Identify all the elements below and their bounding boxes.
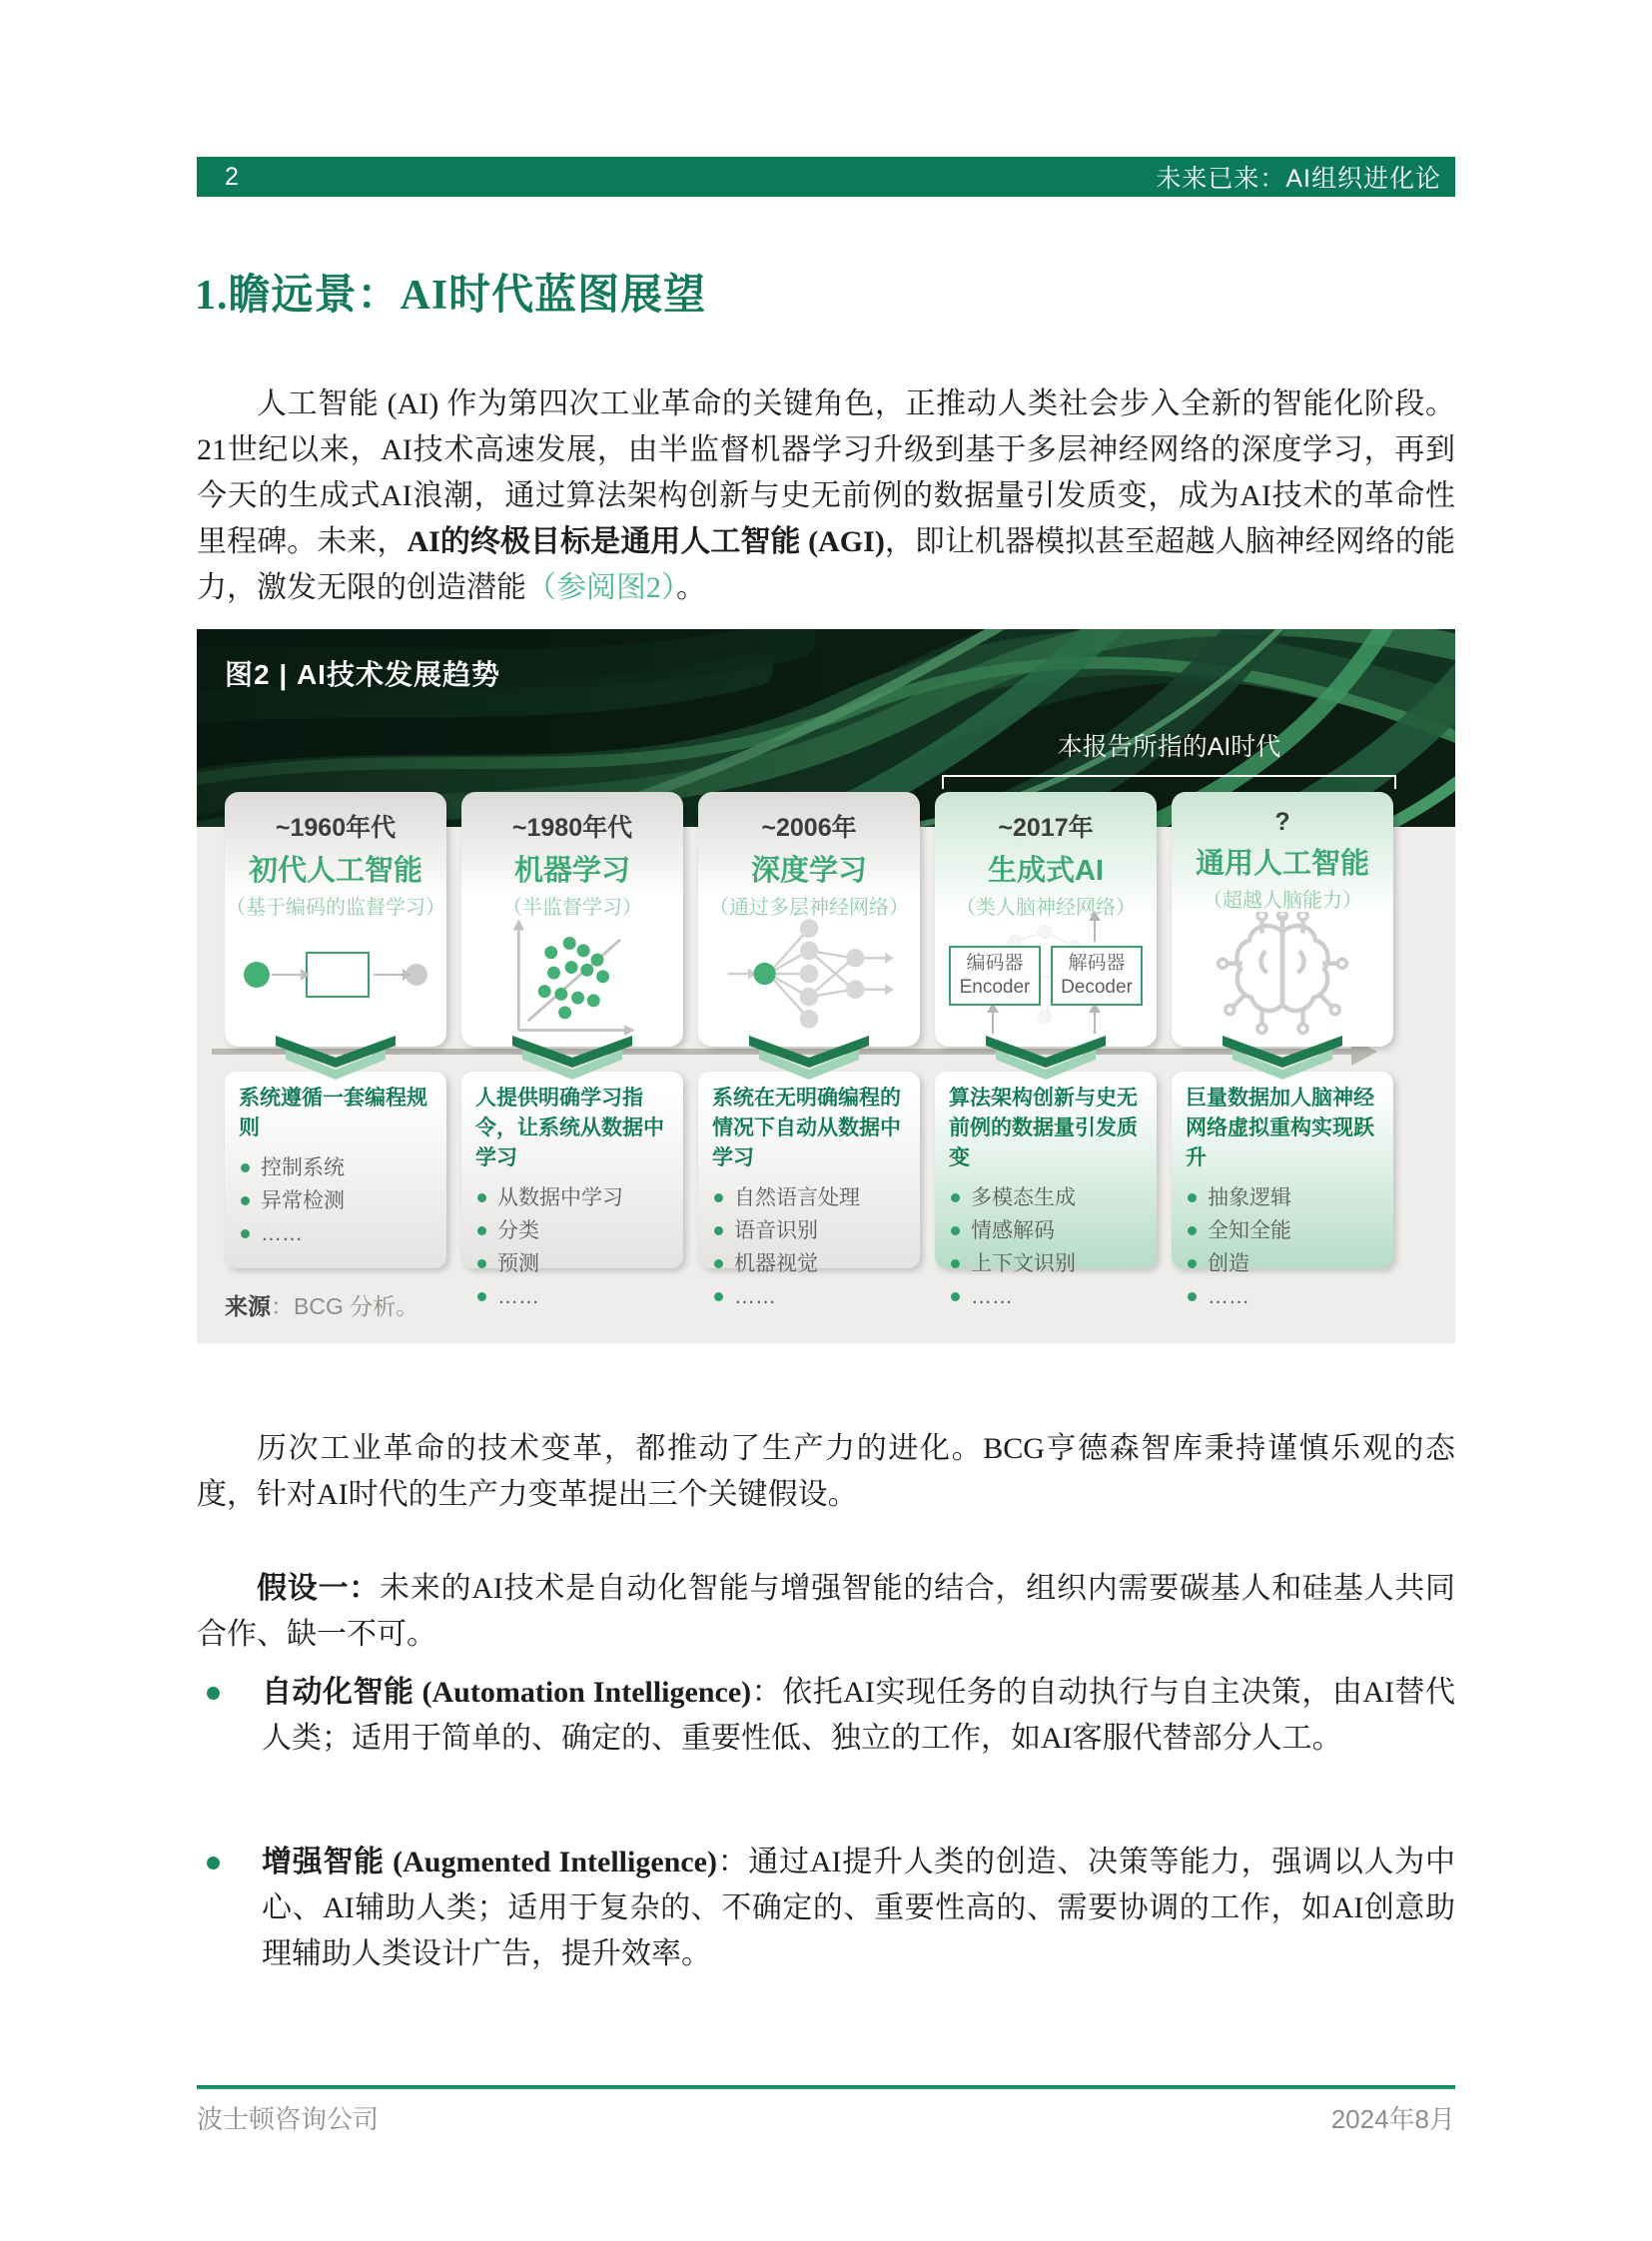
list-item: 创造	[1188, 1247, 1383, 1280]
era-card-top	[461, 792, 683, 1047]
report-title: 未来已来：AI组织进化论	[1156, 165, 1441, 193]
era-date: ~1960年代	[275, 814, 397, 842]
bullet-dot-icon	[477, 1259, 486, 1268]
era-date: ~2017年	[998, 814, 1094, 842]
key-point-text: 增强智能 (Augmented Intelligence)：通过AI提升人类的创造、决策等能力，强调以人为中心、AI辅助人类；适用于复杂的、不确定的、重要性高的、需要协调的工作，如AI创意助理辅助人类设计广告，提升效率。	[262, 1846, 1456, 1970]
era-card-top	[698, 792, 920, 1047]
arrow-right-icon	[272, 974, 302, 976]
era-date: ~1980年代	[511, 814, 633, 842]
era-subtitle: （超越人脑能力）	[1203, 890, 1362, 912]
era-card-description	[225, 1072, 446, 1268]
era-column-1960s	[225, 629, 446, 1343]
era-card-description	[935, 1072, 1157, 1308]
list-item: 机器视觉	[714, 1247, 910, 1280]
era-desc-title: 算法架构创新与史无前例的数据量引发质变	[949, 1087, 1138, 1169]
list-item: 情感解码	[951, 1214, 1147, 1247]
list-item: 控制系统	[241, 1151, 436, 1184]
key-point-augmented-intelligence	[197, 1840, 1455, 1977]
era-column-agi	[1172, 629, 1393, 1343]
bullet-dot-icon	[714, 1259, 723, 1268]
era-column-1980s	[461, 629, 683, 1343]
bullet-dot-icon	[241, 1163, 250, 1172]
figure2-panel	[197, 629, 1455, 1343]
era-desc-title: 系统在无明确编程的情况下自动从数据中学习	[712, 1087, 901, 1169]
list-item: 分类	[477, 1214, 673, 1247]
figure2-reference-link[interactable]: （参阅图2）	[526, 571, 676, 604]
source-label: 来源	[225, 1293, 271, 1319]
era-card-top	[1172, 792, 1393, 1047]
era-subtitle: （类人脑神经网络）	[956, 897, 1136, 919]
chevron-down-icon	[981, 1034, 1111, 1080]
footer-rule	[197, 2085, 1455, 2089]
list-item: 抽象逻辑	[1188, 1181, 1383, 1214]
key-point-automation-intelligence	[197, 1670, 1455, 1762]
bullet-dot-icon	[1188, 1226, 1197, 1235]
chevron-down-icon	[507, 1034, 637, 1080]
era-column-2017	[935, 629, 1157, 1343]
intro-text-1: 人工智能 (AI) 作为第四次工业革命的关键角色，正推动人类社会步入全新的智能化阶段。21世纪以来，AI技术高速发展，由半监督机器学习升级到基于多层神经网络的深度学习，再到今天的生成式AI浪潮，通过算法架构创新与史无前例的数据量引发质变，成为AI技术的革命性里程碑。未来，	[197, 387, 1455, 558]
era-card-top	[935, 792, 1157, 1047]
era-desc-list	[225, 1151, 446, 1250]
input-node-icon	[244, 962, 270, 988]
era-card-top	[225, 792, 446, 1047]
hypothesis-1-label: 假设一：	[257, 1572, 380, 1605]
hypothesis-1-text: 未来的AI技术是自动化智能与增强智能的结合，组织内需要碳基人和硅基人共同合作、缺一不可。	[197, 1572, 1455, 1651]
era-card-description	[461, 1072, 683, 1308]
arrow-up-icon	[1094, 920, 1096, 942]
list-item: 全知全能	[1188, 1214, 1383, 1247]
decoder-box: 解码器 Decoder	[1051, 946, 1143, 1006]
rule-flow-icon	[225, 912, 446, 1037]
bullet-dot-icon	[714, 1193, 723, 1202]
era-title: 深度学习	[750, 855, 867, 887]
era-date: ~2006年	[761, 814, 857, 842]
bullet-dot-icon	[951, 1292, 960, 1301]
list-item: 从数据中学习	[477, 1181, 673, 1214]
arrow-up-icon	[1094, 1012, 1096, 1034]
body-paragraph-2: 历次工业革命的技术变革，都推动了生产力的进化。BCG亨德森智库秉持谨慎乐观的态度，针对AI时代的生产力变革提出三个关键假设。	[197, 1432, 1455, 1511]
era-subtitle: （半监督学习）	[502, 897, 642, 919]
era-card-description	[1172, 1072, 1393, 1308]
bullet-dot-icon	[207, 1857, 220, 1869]
era-desc-title: 巨量数据加人脑神经网络虚拟重构实现跃升	[1186, 1087, 1374, 1169]
era-desc-list	[698, 1181, 920, 1313]
list-item: ……	[477, 1280, 673, 1313]
chevron-down-icon	[271, 1034, 401, 1080]
intro-bold-agi: AI的终极目标是通用人工智能 (AGI)	[407, 525, 885, 558]
era-title: 通用人工智能	[1195, 848, 1369, 880]
era-date: ?	[1274, 808, 1290, 836]
page-number: 2	[225, 162, 239, 191]
page-footer	[197, 2099, 1455, 2136]
era-title: 初代人工智能	[248, 855, 422, 887]
era-title: 机器学习	[513, 855, 630, 887]
footer-date: 2024年8月	[1330, 2104, 1455, 2134]
era-desc-title: 人提供明确学习指令，让系统从数据中学习	[475, 1087, 664, 1169]
bullet-dot-icon	[241, 1229, 250, 1238]
list-item: 多模态生成	[951, 1181, 1147, 1214]
era-desc-list	[1172, 1181, 1393, 1313]
bullet-dot-icon	[477, 1226, 486, 1235]
encoder-decoder-icon	[935, 912, 1157, 1037]
arrow-up-icon	[992, 1012, 994, 1034]
era-column-2006	[698, 629, 920, 1343]
arrow-right-icon	[374, 974, 404, 976]
intro-paragraph	[197, 381, 1455, 611]
key-point-text: 自动化智能 (Automation Intelligence)：依托AI实现任务的自动执行与自主决策，由AI替代人类；适用于简单的、确定的、重要性低、独立的工作，如AI客服代替部分人工。	[262, 1676, 1456, 1755]
list-item: 预测	[477, 1247, 673, 1280]
bullet-dot-icon	[1188, 1193, 1197, 1202]
body-paragraph-hypothesis-1	[197, 1566, 1455, 1658]
era-title: 生成式AI	[987, 855, 1104, 887]
bullet-dot-icon	[207, 1687, 220, 1700]
list-item: ……	[241, 1217, 436, 1250]
era-bracket-label: 本报告所指的AI时代	[1057, 733, 1281, 761]
neural-network-icon	[698, 912, 920, 1037]
list-item: 自然语言处理	[714, 1181, 910, 1214]
list-item: 上下文识别	[951, 1247, 1147, 1280]
figure-title: 图2 | AI技术发展趋势	[225, 659, 500, 690]
era-card-description	[698, 1072, 920, 1308]
encoder-box: 编码器 Encoder	[949, 946, 1041, 1006]
intro-text-2: ，即让机器模拟甚至超越人脑神经网络的能力，激发无限的创造潜能	[197, 525, 1455, 604]
bullet-dot-icon	[241, 1196, 250, 1205]
bullet-dot-icon	[477, 1193, 486, 1202]
intro-text-3: 。	[676, 571, 706, 604]
section-heading: 1.瞻远景：AI时代蓝图展望	[195, 273, 707, 319]
process-box-icon	[306, 952, 370, 998]
bullet-dot-icon	[951, 1226, 960, 1235]
bullet-dot-icon	[951, 1193, 960, 1202]
source-text: ：BCG 分析。	[271, 1293, 419, 1319]
chevron-down-icon	[744, 1034, 874, 1080]
list-item: 异常检测	[241, 1184, 436, 1217]
bullet-dot-icon	[714, 1292, 723, 1301]
chevron-down-icon	[1218, 1034, 1347, 1080]
era-subtitle: （通过多层神经网络）	[709, 897, 909, 919]
brain-circuit-icon	[1172, 912, 1393, 1037]
bullet-dot-icon	[714, 1226, 723, 1235]
era-desc-list	[935, 1181, 1157, 1313]
era-subtitle: （基于编码的监督学习）	[226, 897, 445, 919]
scatter-plot-icon	[461, 912, 683, 1037]
bullet-dot-icon	[1188, 1292, 1197, 1301]
footer-company: 波士顿咨询公司	[197, 2104, 380, 2134]
page-header-bar	[197, 157, 1455, 197]
era-desc-title: 系统遵循一套编程规则	[239, 1087, 427, 1139]
bullet-dot-icon	[951, 1259, 960, 1268]
list-item: 语音识别	[714, 1214, 910, 1247]
bullet-dot-icon	[1188, 1259, 1197, 1268]
era-desc-list	[461, 1181, 683, 1313]
figure-source	[225, 1288, 418, 1321]
bullet-dot-icon	[477, 1292, 486, 1301]
list-item: ……	[1188, 1280, 1383, 1313]
list-item: ……	[951, 1280, 1147, 1313]
list-item: ……	[714, 1280, 910, 1313]
